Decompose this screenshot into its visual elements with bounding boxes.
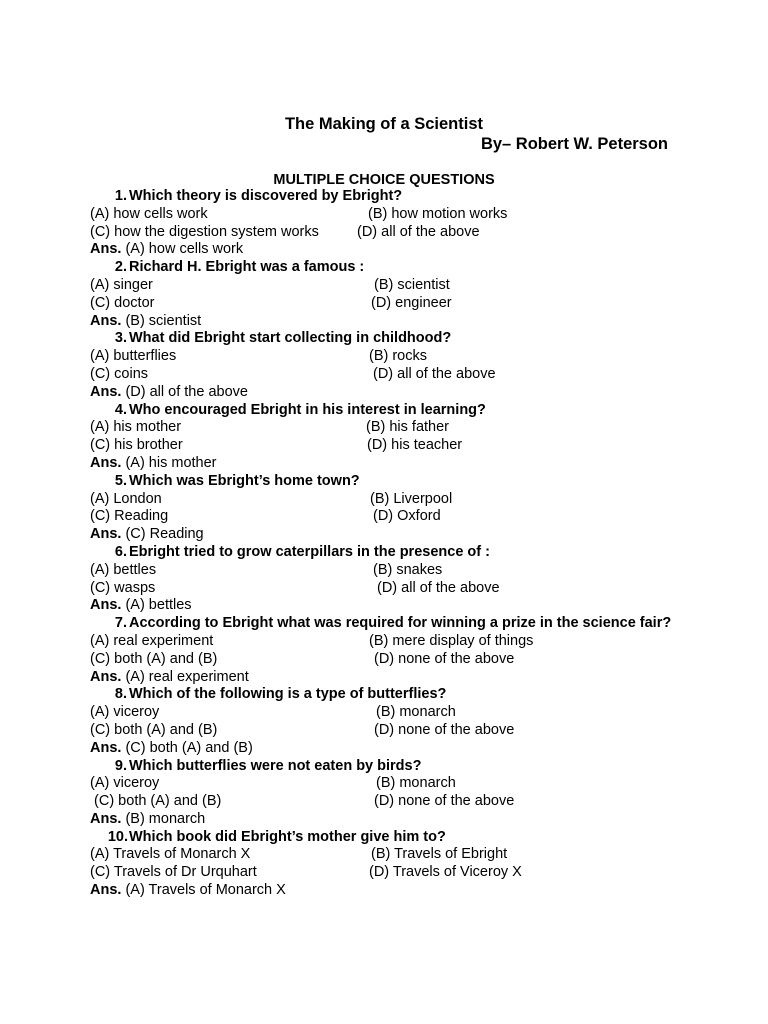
option-item: (D) none of the above	[374, 793, 515, 810]
question-text: Which was Ebright’s home town?	[129, 472, 360, 489]
answer-label: Ans.	[90, 810, 122, 827]
answer-label: Ans.	[90, 312, 122, 329]
document-author: By– Robert W. Peterson	[480, 135, 668, 153]
option-row	[90, 491, 678, 509]
option-item: (A) viceroy	[90, 775, 160, 792]
option-row	[90, 437, 678, 455]
question-text: Which book did Ebright’s mother give him to?	[129, 828, 446, 845]
option-item: (B) mere display of things	[369, 632, 534, 649]
answer-value: (D) all of the above	[125, 383, 248, 400]
question-item	[90, 758, 678, 829]
option-item: (A) Travels of Monarch X	[90, 846, 251, 863]
option-item: (C) doctor	[90, 294, 155, 311]
option-item: (A) his mother	[90, 419, 182, 436]
question-line	[90, 473, 678, 491]
answer-value: (C) both (A) and (B)	[125, 739, 253, 756]
question-text: Richard H. Ebright was a famous :	[129, 259, 365, 276]
question-number: 8.	[114, 686, 127, 703]
option-row	[90, 864, 678, 882]
question-line	[90, 259, 678, 277]
question-line	[90, 615, 678, 633]
answer-label: Ans.	[90, 526, 122, 543]
option-item: (D) his teacher	[367, 437, 463, 454]
question-number: 10.	[107, 828, 128, 845]
option-row	[90, 562, 678, 580]
answer-value: (A) how cells work	[125, 241, 244, 258]
option-row	[90, 366, 678, 384]
option-item: (C) Reading	[90, 508, 169, 525]
option-row	[90, 419, 678, 437]
question-item	[90, 330, 678, 401]
option-row	[90, 775, 678, 793]
option-row	[90, 348, 678, 366]
option-row	[90, 277, 678, 295]
option-item: (B) rocks	[369, 348, 427, 365]
option-item: (A) how cells work	[90, 205, 208, 222]
option-row	[90, 206, 678, 224]
question-number: 7.	[114, 615, 127, 632]
answer-label: Ans.	[90, 383, 122, 400]
question-text: Which of the following is a type of butterflies?	[129, 686, 447, 703]
option-item: (A) bettles	[90, 561, 157, 578]
question-line	[90, 544, 678, 562]
option-item: (D) engineer	[371, 294, 452, 311]
question-item	[90, 473, 678, 544]
option-item: (C) wasps	[90, 579, 156, 596]
option-item: (A) singer	[90, 276, 153, 293]
answer-line	[90, 740, 678, 758]
option-row	[90, 793, 678, 811]
answer-label: Ans.	[90, 454, 122, 471]
option-item: (C) Travels of Dr Urquhart	[90, 864, 257, 881]
option-item: (C) both (A) and (B)	[90, 793, 222, 810]
option-item: (D) all of the above	[377, 579, 500, 596]
answer-line	[90, 526, 678, 544]
question-number: 3.	[114, 330, 127, 347]
answer-value: (B) scientist	[125, 312, 202, 329]
answer-line	[90, 241, 678, 259]
answer-line	[90, 669, 678, 687]
answer-line	[90, 313, 678, 331]
option-row	[90, 633, 678, 651]
question-line	[90, 686, 678, 704]
option-item: (B) monarch	[376, 775, 456, 792]
option-item: (B) how motion works	[368, 205, 508, 222]
question-text: Who encouraged Ebright in his interest in learning?	[129, 401, 486, 418]
question-item	[90, 686, 678, 757]
option-item: (A) butterflies	[90, 348, 177, 365]
question-item	[90, 402, 678, 473]
option-row	[90, 704, 678, 722]
answer-label: Ans.	[90, 882, 122, 899]
answer-line	[90, 597, 678, 615]
answer-value: (C) Reading	[125, 526, 204, 543]
question-text: What did Ebright start collecting in childhood?	[129, 330, 452, 347]
answer-value: (A) bettles	[125, 597, 192, 614]
document-title: The Making of a Scientist	[284, 115, 484, 133]
answer-value: (A) Travels of Monarch X	[125, 882, 286, 899]
option-item: (D) Travels of Viceroy X	[369, 864, 522, 881]
option-item: (B) Liverpool	[370, 490, 453, 507]
question-text: Which theory is discovered by Ebright?	[129, 188, 403, 204]
question-text: According to Ebright what was required for winning a prize in the science fair?	[129, 615, 672, 632]
answer-value: (A) his mother	[125, 454, 217, 471]
question-line	[90, 402, 678, 420]
answer-line	[90, 811, 678, 829]
question-number: 2.	[114, 259, 127, 276]
question-line	[90, 188, 678, 206]
option-item: (B) monarch	[376, 704, 456, 721]
option-row	[90, 580, 678, 598]
option-row	[90, 651, 678, 669]
answer-value: (B) monarch	[125, 810, 206, 827]
answer-line	[90, 384, 678, 402]
question-number: 5.	[114, 472, 127, 489]
option-item: (B) snakes	[373, 561, 443, 578]
option-row	[90, 508, 678, 526]
option-row	[90, 295, 678, 313]
option-item: (B) his father	[366, 419, 449, 436]
option-row	[90, 224, 678, 242]
option-item: (B) Travels of Ebright	[371, 846, 508, 863]
question-line	[90, 829, 678, 847]
answer-label: Ans.	[90, 668, 122, 685]
option-item: (D) all of the above	[373, 365, 496, 382]
question-number: 6.	[114, 543, 127, 560]
answer-line	[90, 882, 678, 900]
question-item	[90, 188, 678, 259]
answer-value: (A) real experiment	[125, 668, 249, 685]
option-row	[90, 846, 678, 864]
option-item: (C) both (A) and (B)	[90, 650, 218, 667]
answer-label: Ans.	[90, 739, 122, 756]
answer-line	[90, 455, 678, 473]
question-line	[90, 758, 678, 776]
option-item: (C) both (A) and (B)	[90, 721, 218, 738]
option-item: (C) coins	[90, 365, 149, 382]
question-text: Ebright tried to grow caterpillars in the presence of :	[129, 543, 490, 560]
option-item: (C) his brother	[90, 437, 183, 454]
option-item: (C) how the digestion system works	[90, 223, 319, 240]
option-item: (A) viceroy	[90, 704, 160, 721]
answer-label: Ans.	[90, 241, 122, 258]
question-item	[90, 615, 678, 686]
question-number: 4.	[114, 401, 127, 418]
option-item: (D) none of the above	[374, 721, 515, 738]
option-item: (A) London	[90, 490, 162, 507]
section-title: MULTIPLE CHOICE QUESTIONS	[273, 172, 495, 188]
answer-label: Ans.	[90, 597, 122, 614]
option-item: (D) none of the above	[374, 650, 515, 667]
option-item: (B) scientist	[374, 276, 450, 293]
option-item: (D) all of the above	[357, 223, 480, 240]
option-item: (D) Oxford	[373, 508, 441, 525]
option-row	[90, 722, 678, 740]
question-list	[90, 188, 678, 900]
question-text: Which butterflies were not eaten by birds?	[129, 757, 422, 774]
question-number: 9.	[114, 757, 127, 774]
question-item	[90, 259, 678, 330]
question-number: 1.	[114, 188, 127, 204]
question-item	[90, 544, 678, 615]
question-item	[90, 829, 678, 900]
option-item: (A) real experiment	[90, 632, 214, 649]
question-line	[90, 330, 678, 348]
